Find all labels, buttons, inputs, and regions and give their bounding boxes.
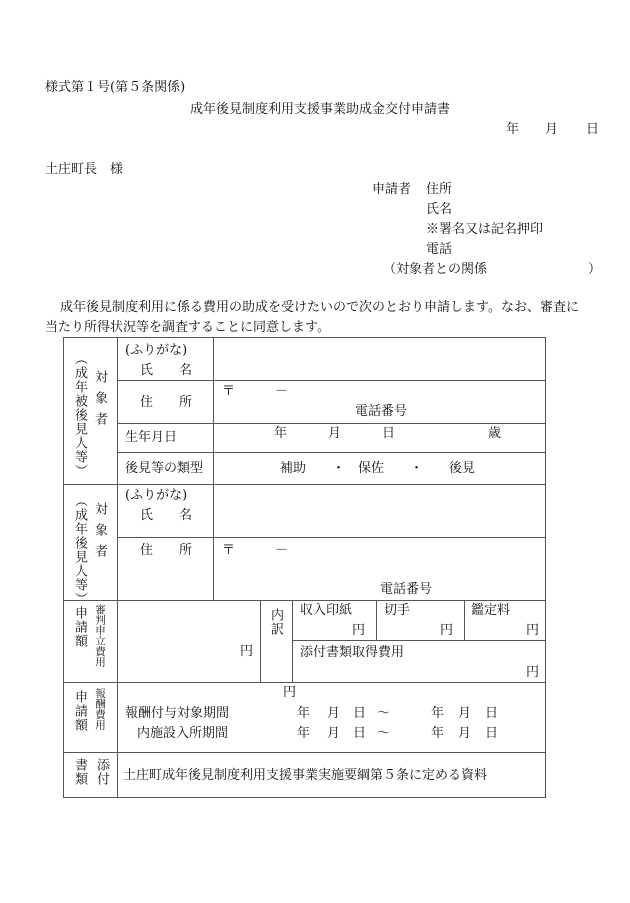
facility-end-day: 日	[485, 726, 499, 741]
remuneration-sub-label: 報酬費用	[94, 688, 106, 730]
applicant-address-label: 住所	[426, 182, 453, 197]
subject-group-paren: （成年被後見人等）	[72, 352, 87, 478]
period-start-day: 日	[353, 706, 367, 721]
guardian-address-label: 住 所	[140, 543, 193, 558]
period-start-month: 月	[327, 706, 341, 721]
fee-breakdown-label: 内訳	[268, 608, 283, 636]
date-year: 年	[506, 122, 520, 137]
documents-fee-yen: 円	[526, 665, 540, 680]
date-month: 月	[545, 122, 559, 137]
remuneration-period-label: 報酬付与対象期間	[125, 706, 230, 721]
facility-period-label: 内施設入所期間	[137, 726, 229, 741]
attachments-label: 書類	[72, 758, 87, 786]
applicant-name-label: 氏名	[426, 202, 453, 217]
fee-label: 申請額	[72, 606, 87, 648]
guardian-postal-dash: －	[275, 543, 289, 558]
subject-group-label: 対象者	[92, 370, 107, 433]
facility-start-month: 月	[327, 726, 341, 741]
remuneration-label: 申請額	[72, 690, 87, 732]
guardian-furigana-label: (ふりがな)	[125, 488, 188, 503]
period-end-year: 年	[431, 706, 445, 721]
applicant-relation-close: ）	[588, 262, 602, 277]
subject-furigana-label: (ふりがな)	[125, 343, 188, 358]
applicant-label: 申請者	[372, 182, 412, 197]
date-day: 日	[586, 122, 600, 137]
statement-line-1: 成年後見制度利用に係る費用の助成を受けたいので次のとおり申請します。なお、審査に	[60, 300, 579, 315]
birth-year: 年	[274, 426, 288, 441]
birth-day: 日	[382, 426, 396, 441]
applicant-sign-note: ※署名又は記名押印	[426, 222, 544, 237]
guardianship-type-label: 後見等の類型	[125, 461, 204, 476]
applicant-phone-label: 電話	[426, 242, 453, 257]
fee-yen: 円	[240, 644, 254, 659]
facility-start-year: 年	[297, 726, 311, 741]
subject-address-label: 住 所	[140, 395, 193, 410]
stamp-yen: 円	[352, 623, 366, 638]
remuneration-yen: 円	[283, 685, 297, 700]
subject-postal-mark: 〒	[222, 384, 236, 399]
appraisal-label: 鑑定料	[471, 603, 511, 618]
period-end-day: 日	[485, 706, 499, 721]
subject-name-label: 氏 名	[140, 363, 193, 378]
postage-yen: 円	[440, 623, 454, 638]
age-label: 歳	[488, 426, 502, 441]
facility-tilde: ～	[377, 726, 391, 741]
form-title: 成年後見制度利用支援事業助成金交付申請書	[190, 102, 451, 117]
facility-end-month: 月	[458, 726, 472, 741]
period-end-month: 月	[458, 706, 472, 721]
statement-line-2: 当たり所得状況等を調査することに同意します。	[45, 320, 330, 335]
period-start-year: 年	[297, 706, 311, 721]
appraisal-yen: 円	[526, 623, 540, 638]
facility-end-year: 年	[431, 726, 445, 741]
stamp-label: 収入印紙	[300, 603, 353, 618]
documents-fee-label: 添付書類取得費用	[300, 645, 405, 660]
guardian-postal-mark: 〒	[222, 543, 236, 558]
subject-phone-label: 電話番号	[355, 404, 408, 419]
subject-birthdate-label: 生年月日	[125, 430, 178, 445]
guardian-group-label: 対象者	[92, 502, 107, 565]
addressee: 土庄町長 様	[45, 162, 124, 177]
guardianship-type-options: 補助 ・ 保佐 ・ 後見	[280, 461, 476, 476]
guardian-name-label: 氏 名	[140, 508, 193, 523]
applicant-relation-open: （対象者との関係	[383, 262, 488, 277]
form-number: 様式第１号(第５条関係)	[45, 80, 186, 95]
fee-sub-label: 審判申立費用	[94, 604, 106, 667]
birth-month: 月	[328, 426, 342, 441]
attachments-content: 土庄町成年後見制度利用支援事業実施要綱第５条に定める資料	[123, 768, 488, 783]
postage-label: 切手	[384, 603, 411, 618]
period-tilde: ～	[377, 706, 391, 721]
subject-postal-dash: －	[275, 384, 289, 399]
attachments-sub-label: 添付	[94, 758, 109, 786]
guardian-phone-label: 電話番号	[380, 582, 433, 597]
facility-start-day: 日	[353, 726, 367, 741]
guardian-group-paren: （成年後見人等）	[72, 494, 87, 606]
